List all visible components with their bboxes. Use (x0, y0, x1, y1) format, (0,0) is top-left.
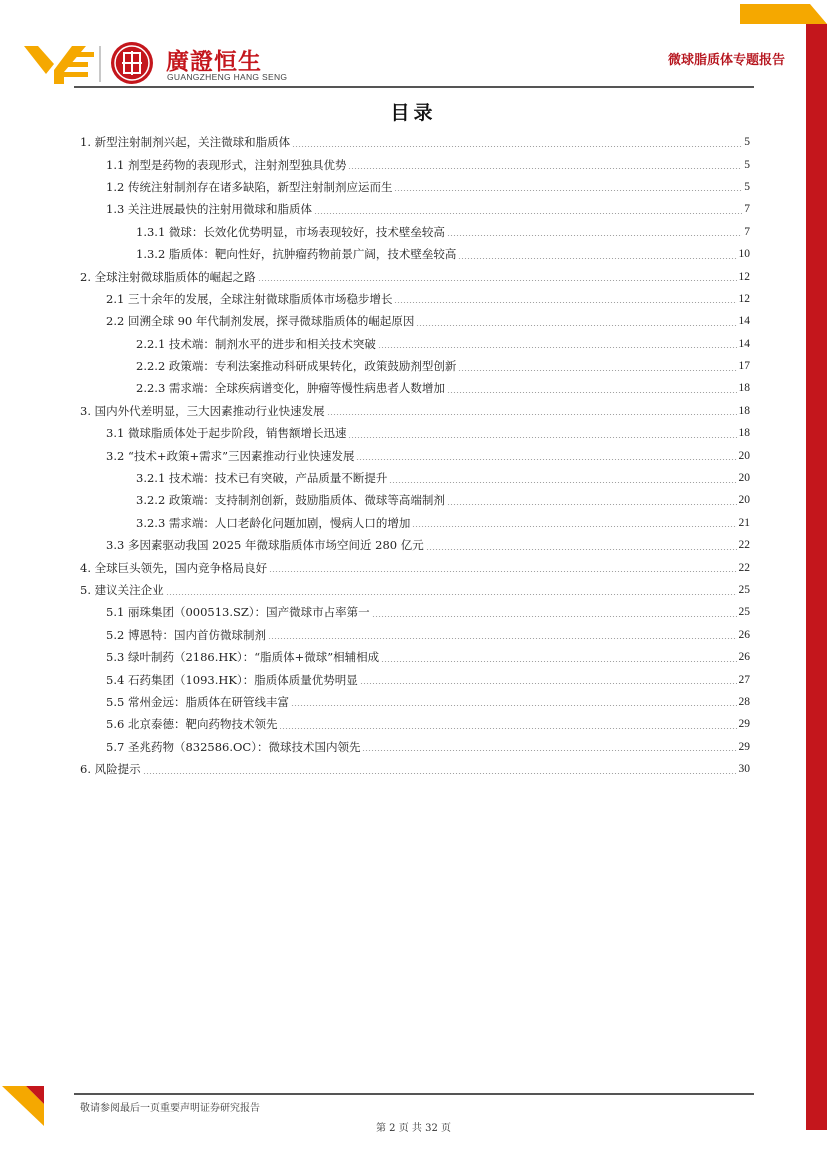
toc-entry-page: 27 (738, 673, 750, 686)
toc-entry[interactable] (80, 221, 750, 243)
toc-entry-label: 1.3.2 脂质体：靶向性好，抗肿瘤药物前景广阔，技术壁垒较高 (136, 247, 457, 262)
footer-disclaimer: 敬请参阅最后一页重要声明证券研究报告 (80, 1103, 260, 1114)
toc-entry-label: 6. 风险提示 (80, 762, 141, 777)
toc-entry-label: 3.2.3 需求端：人口老龄化问题加剧，慢病人口的增加 (136, 515, 411, 530)
toc-entry-page: 7 (744, 203, 750, 216)
toc-leader-dots (360, 683, 737, 684)
toc-entry-label: 5.6 北京泰德：靶向药物技术领先 (106, 717, 278, 732)
toc-entry-page: 30 (738, 763, 750, 776)
toc-leader-dots (269, 571, 736, 572)
toc-leader-dots (412, 526, 736, 527)
toc-entry-label: 1.2 传统注射制剂存在诸多缺陷，新型注射制剂应运而生 (106, 179, 393, 194)
toc-entry[interactable] (80, 131, 750, 153)
toc-entry[interactable] (80, 265, 750, 287)
toc-leader-dots (447, 392, 737, 393)
toc-entry[interactable] (80, 489, 750, 511)
toc-entry-label: 1.1 剂型是药物的表现形式，注射剂型独具优势 (106, 157, 347, 172)
toc-leader-dots (292, 146, 742, 147)
toc-entry[interactable] (80, 579, 750, 601)
toc-entry-label: 5.3 绿叶制药（2186.HK）：“脂质体+微球”相辅相成 (106, 650, 380, 665)
toc-entry[interactable] (80, 422, 750, 444)
toc-entry[interactable] (80, 198, 750, 220)
toc-entry-label: 1.3.1 微球：长效化优势明显，市场表现较好，技术壁垒较高 (136, 224, 445, 239)
toc-entry[interactable] (80, 153, 750, 175)
toc-leader-dots (447, 235, 742, 236)
toc-entry-label: 5.4 石药集团（1093.HK）：脂质体质量优势明显 (106, 672, 358, 687)
page-number: 第 2 页 共 32 页 (376, 1123, 451, 1134)
toc-entry-label: 5.1 丽珠集团（000513.SZ）：国产微球市占率第一 (106, 605, 370, 620)
table-of-contents (80, 131, 750, 780)
toc-entry-page: 18 (738, 382, 750, 395)
toc-entry-label: 3.2 “技术+政策+需求”三因素推动行业快速发展 (106, 448, 355, 463)
toc-entry-page: 25 (738, 584, 750, 596)
toc-entry-label: 5.7 圣兆药物（832586.OC）：微球技术国内领先 (106, 739, 361, 754)
toc-entry[interactable] (80, 758, 750, 780)
toc-entry-page: 20 (738, 472, 750, 485)
toc-entry-page: 25 (738, 606, 750, 619)
toc-entry-label: 2.2.2 政策端：专利法案推动科研成果转化，政策鼓励剂型创新 (136, 359, 457, 374)
toc-entry-label: 3. 国内外代差明显，三大因素推动行业快速发展 (80, 403, 325, 418)
toc-leader-dots (143, 773, 737, 774)
toc-entry-page: 14 (738, 337, 750, 350)
toc-leader-dots (348, 437, 736, 438)
toc-leader-dots (426, 549, 737, 550)
toc-heading: 目录 (390, 102, 437, 124)
toc-leader-dots (166, 594, 737, 595)
brand-name-en: GUANGZHENG HANG SENG (167, 72, 288, 82)
toc-entry-label: 5.2 博恩特：国内首仿微球制剂 (106, 627, 266, 642)
toc-entry-label: 1. 新型注射制剂兴起，关注微球和脂质体 (80, 135, 291, 150)
toc-entry[interactable] (80, 691, 750, 713)
toc-entry[interactable] (80, 444, 750, 466)
toc-leader-dots (258, 280, 737, 281)
toc-leader-dots (268, 638, 737, 639)
toc-entry[interactable] (80, 736, 750, 758)
toc-entry[interactable] (80, 355, 750, 377)
toc-entry-page: 22 (738, 561, 750, 574)
toc-entry-page: 29 (738, 718, 750, 731)
toc-entry-page: 22 (738, 539, 750, 552)
toc-entry-page: 28 (738, 695, 750, 708)
toc-entry-page: 21 (738, 516, 750, 529)
toc-entry[interactable] (80, 310, 750, 332)
toc-entry[interactable] (80, 176, 750, 198)
toc-entry-page: 5 (744, 158, 750, 171)
toc-entry-page: 12 (738, 292, 750, 305)
company-seal-icon (110, 41, 154, 85)
header-rule (74, 86, 754, 88)
toc-entry-page: 20 (738, 494, 750, 507)
toc-entry-label: 5. 建议关注企业 (80, 583, 164, 597)
toc-entry-page: 12 (738, 270, 750, 283)
toc-entry[interactable] (80, 668, 750, 690)
toc-entry-page: 10 (738, 248, 750, 261)
toc-entry-page: 29 (738, 740, 750, 753)
toc-leader-dots (314, 213, 742, 214)
toc-leader-dots (394, 190, 742, 191)
toc-entry[interactable] (80, 646, 750, 668)
toc-entry-page: 7 (744, 225, 750, 238)
company-logo-icon (24, 42, 110, 86)
toc-entry-label: 2. 全球注射微球脂质体的崛起之路 (80, 269, 256, 284)
footer-rule (74, 1093, 754, 1095)
toc-leader-dots (362, 750, 736, 751)
toc-leader-dots (348, 168, 742, 169)
report-topic-tag: 微球脂质体专题报告 (667, 53, 785, 68)
toc-leader-dots (291, 705, 737, 706)
toc-leader-dots (458, 258, 736, 259)
toc-entry[interactable] (80, 556, 750, 578)
toc-entry-label: 3.1 微球脂质体处于起步阶段，销售额增长迅速 (106, 426, 347, 441)
toc-entry-label: 3.2.2 政策端：支持制剂创新，鼓励脂质体、微球等高端制剂 (136, 493, 445, 508)
toc-entry[interactable] (80, 377, 750, 399)
toc-entry[interactable] (80, 400, 750, 422)
toc-entry-page: 20 (738, 449, 750, 462)
toc-entry[interactable] (80, 713, 750, 735)
toc-entry-label: 2.2 回溯全球 90 年代制剂发展，探寻微球脂质体的崛起原因 (106, 314, 415, 329)
toc-leader-dots (372, 616, 737, 617)
toc-entry-label: 4. 全球巨头领先，国内竞争格局良好 (80, 560, 268, 575)
toc-entry-label: 1.3 关注进展最快的注射用微球和脂质体 (106, 202, 312, 217)
toc-entry-page: 26 (738, 628, 750, 641)
corner-accent-bottom (2, 1086, 44, 1126)
toc-leader-dots (279, 728, 736, 729)
toc-entry[interactable] (80, 534, 750, 556)
toc-entry[interactable] (80, 467, 750, 489)
toc-entry[interactable] (80, 601, 750, 623)
toc-entry-page: 26 (738, 651, 750, 664)
toc-leader-dots (381, 661, 736, 662)
toc-entry[interactable] (80, 512, 750, 534)
toc-leader-dots (356, 459, 736, 460)
toc-leader-dots (378, 347, 737, 348)
toc-entry-page: 5 (744, 136, 750, 149)
toc-entry[interactable] (80, 624, 750, 646)
toc-leader-dots (447, 504, 737, 505)
toc-entry[interactable] (80, 288, 750, 310)
toc-entry-label: 2.2.3 需求端：全球疾病谱变化，肿瘤等慢性病患者人数增加 (136, 381, 445, 396)
toc-entry[interactable] (80, 333, 750, 355)
toc-leader-dots (327, 414, 737, 415)
toc-entry-label: 5.5 常州金远：脂质体在研管线丰富 (106, 694, 289, 709)
corner-accent-top (740, 4, 827, 52)
right-side-bar (806, 52, 827, 1130)
brand-name-cn: 廣證恒生 (166, 49, 262, 75)
toc-leader-dots (394, 302, 736, 303)
toc-entry-page: 14 (738, 315, 750, 328)
toc-leader-dots (458, 370, 736, 371)
toc-entry-label: 3.2.1 技术端：技术已有突破，产品质量不断提升 (136, 471, 388, 486)
toc-entry-page: 18 (738, 404, 750, 417)
toc-entry-label: 3.3 多因素驱动我国 2025 年微球脂质体市场空间近 280 亿元 (106, 538, 424, 553)
toc-entry[interactable] (80, 243, 750, 265)
toc-leader-dots (389, 482, 736, 483)
logo-divider (99, 46, 101, 82)
toc-entry-page: 5 (744, 180, 750, 193)
toc-entry-page: 18 (738, 427, 750, 440)
toc-entry-label: 2.1 三十余年的发展，全球注射微球脂质体市场稳步增长 (106, 291, 393, 306)
toc-leader-dots (416, 325, 736, 326)
toc-entry-page: 17 (738, 360, 750, 373)
toc-entry-label: 2.2.1 技术端：制剂水平的进步和相关技术突破 (136, 336, 376, 351)
